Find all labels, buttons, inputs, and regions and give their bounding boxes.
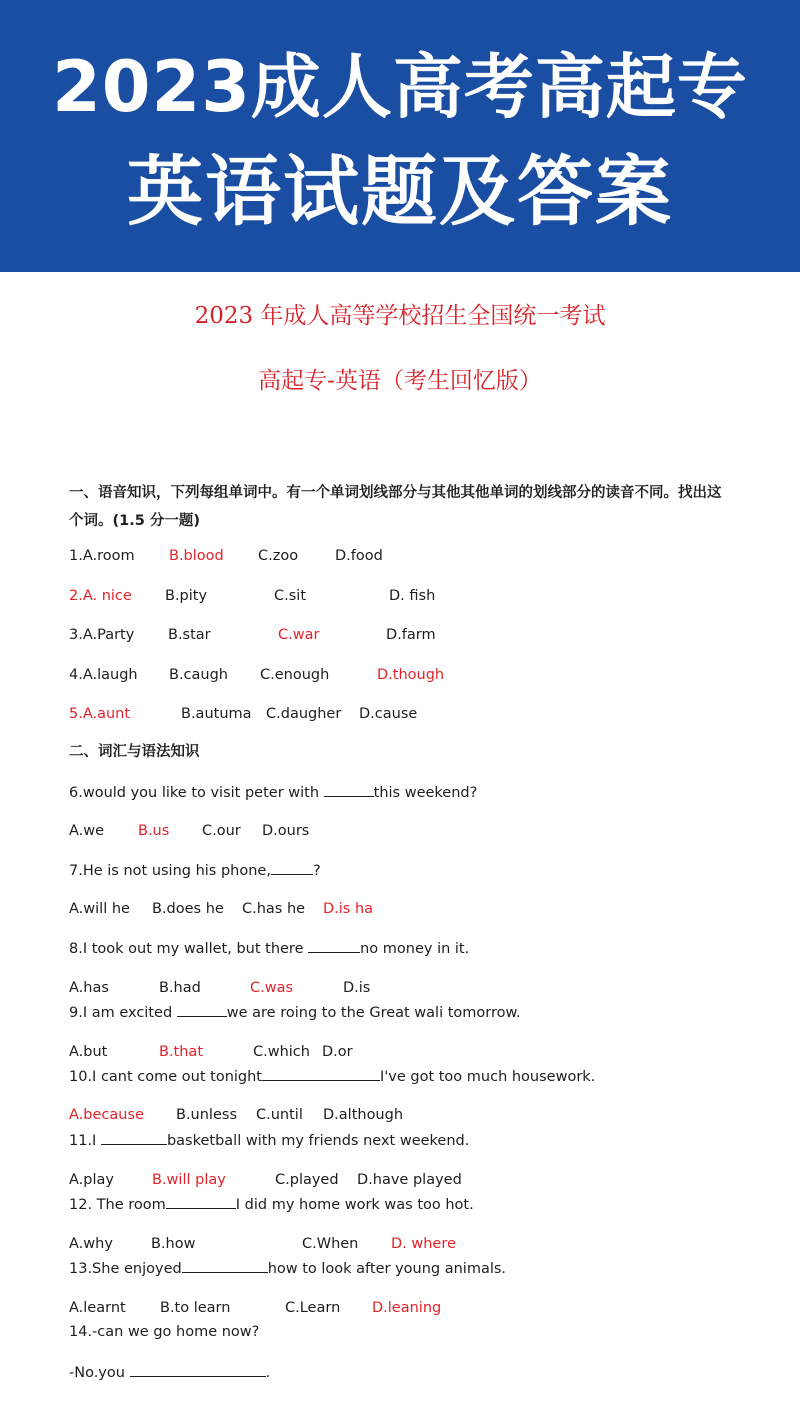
q11-option-a: A.play	[69, 1172, 114, 1188]
q6-stem-end: this weekend?	[373, 785, 478, 801]
q6-option-a: A.we	[69, 823, 105, 839]
q2-option-c: C.sit	[274, 588, 307, 604]
question-6	[69, 782, 477, 803]
q11-stem-end: basketball with my friends next weekend.	[166, 1133, 470, 1149]
section1-heading: 一、语音知识，下列每组单词中。有一个单词划线部分与其他其他单词的划线部分的读音不同。找出这个词。(1.5 分一题)	[69, 485, 722, 529]
q8-option-a: A.has	[69, 980, 109, 996]
q14-blank	[130, 1362, 266, 1377]
q1-option-d: D.food	[335, 548, 383, 564]
q5-option-a: 5.A.aunt	[69, 706, 131, 722]
q9-stem-end: we are roing to the Great wali tomorrow.	[226, 1005, 521, 1021]
q8-option-c: C.was	[250, 980, 294, 996]
q10-blank	[262, 1066, 380, 1081]
q11-stem: 11.I	[69, 1133, 101, 1149]
q6-blank	[324, 782, 374, 797]
q11-option-c: C.played	[275, 1172, 339, 1188]
q10-option-c: C.until	[256, 1107, 303, 1123]
q11-option-b: B.will play	[152, 1172, 226, 1188]
q9-option-a: A.but	[69, 1044, 108, 1060]
q2-option-a: 2.A. nice	[69, 588, 132, 604]
q11-blank	[101, 1130, 167, 1145]
q13-option-a: A.learnt	[69, 1300, 126, 1316]
q6-option-b: B.us	[138, 823, 170, 839]
q4-option-d: D.though	[377, 667, 445, 683]
question-12	[69, 1194, 474, 1215]
q3-option-c: C.war	[278, 627, 320, 643]
q5-option-b: B.autuma	[181, 706, 252, 722]
q8-blank	[308, 938, 360, 953]
q12-option-b: B.how	[151, 1236, 196, 1252]
q10-stem-end: I've got too much housework.	[380, 1069, 596, 1085]
q10-option-d: D.although	[323, 1107, 404, 1123]
q7-option-d: D.is ha	[323, 901, 374, 917]
q10-stem: 10.I cant come out tonight	[69, 1069, 262, 1085]
q1-option-c: C.zoo	[258, 548, 299, 564]
q7-option-b: B.does he	[152, 901, 224, 917]
q8-stem: 8.I took out my wallet, but there	[69, 941, 309, 957]
q12-option-c: C.When	[302, 1236, 359, 1252]
q14-stem: 14.-can we go home now?	[69, 1324, 260, 1340]
q12-option-d: D. where	[391, 1236, 456, 1252]
banner-title-line2: 英语试题及答案	[127, 147, 673, 236]
q10-option-b: B.unless	[176, 1107, 237, 1123]
question-11	[69, 1130, 469, 1151]
q13-stem: 13.She enjoyed	[69, 1261, 182, 1277]
q12-stem: 12. The room	[69, 1197, 166, 1213]
q9-option-d: D.or	[322, 1044, 353, 1060]
question-9	[69, 1002, 521, 1023]
q9-option-b: B.that	[159, 1044, 204, 1060]
q9-stem: 9.I am excited	[69, 1005, 177, 1021]
q7-option-c: C.has he	[242, 901, 306, 917]
q13-option-d: D.leaning	[372, 1300, 442, 1316]
question-8	[69, 938, 469, 959]
q13-option-b: B.to learn	[160, 1300, 231, 1316]
q11-option-d: D.have played	[357, 1172, 462, 1188]
q4-option-c: C.enough	[260, 667, 330, 683]
q12-option-a: A.why	[69, 1236, 113, 1252]
document-title: 2023 年成人高等学校招生全国统一考试	[194, 303, 606, 329]
q13-stem-end: how to look after young animals.	[267, 1261, 507, 1277]
q6-option-d: D.ours	[262, 823, 310, 839]
q6-option-c: C.our	[202, 823, 241, 839]
q8-option-d: D.is	[343, 980, 371, 996]
q9-option-c: C.which	[253, 1044, 310, 1060]
q10-option-a: A.because	[69, 1107, 144, 1123]
q4-option-a: 4.A.laugh	[69, 667, 138, 683]
question-14	[69, 1322, 259, 1342]
q2-option-b: B.pity	[165, 588, 208, 604]
document-subtitle: 高起专-英语（考生回忆版）	[258, 368, 542, 394]
q3-option-a: 3.A.Party	[69, 627, 135, 643]
q6-stem: 6.would you like to visit peter with	[69, 785, 324, 801]
q8-stem-end: no money in it.	[360, 941, 470, 957]
q5-option-d: D.cause	[359, 706, 418, 722]
q13-option-c: C.Learn	[285, 1300, 341, 1316]
q7-option-a: A.will he	[69, 901, 130, 917]
q3-option-b: B.star	[168, 627, 211, 643]
q12-blank	[166, 1194, 236, 1209]
question-7	[69, 860, 321, 881]
q4-option-b: B.caugh	[169, 667, 228, 683]
question-10	[69, 1066, 595, 1087]
q7-blank	[271, 860, 313, 875]
title-banner	[0, 0, 800, 272]
q14-reply-start: -No.you	[69, 1365, 130, 1381]
banner-title-line1: 2023成人高考高起专	[52, 46, 748, 128]
q5-option-c: C.daugher	[266, 706, 342, 722]
q7-stem: 7.He is not using his phone,	[69, 863, 271, 879]
q3-option-d: D.farm	[386, 627, 436, 643]
q1-option-b: B.blood	[169, 548, 224, 564]
q13-blank	[182, 1258, 268, 1273]
q12-stem-end: I did my home work was too hot.	[235, 1197, 474, 1213]
q14-reply-end: .	[265, 1365, 271, 1381]
q1-option-a: 1.A.room	[69, 548, 135, 564]
question-14-reply	[69, 1362, 270, 1383]
question-13	[69, 1258, 506, 1279]
q8-option-b: B.had	[159, 980, 201, 996]
section2-heading: 二、词汇与语法知识	[69, 744, 200, 760]
q7-stem-end: ?	[312, 863, 321, 879]
q2-option-d: D. fish	[389, 588, 436, 604]
q9-blank	[177, 1002, 227, 1017]
